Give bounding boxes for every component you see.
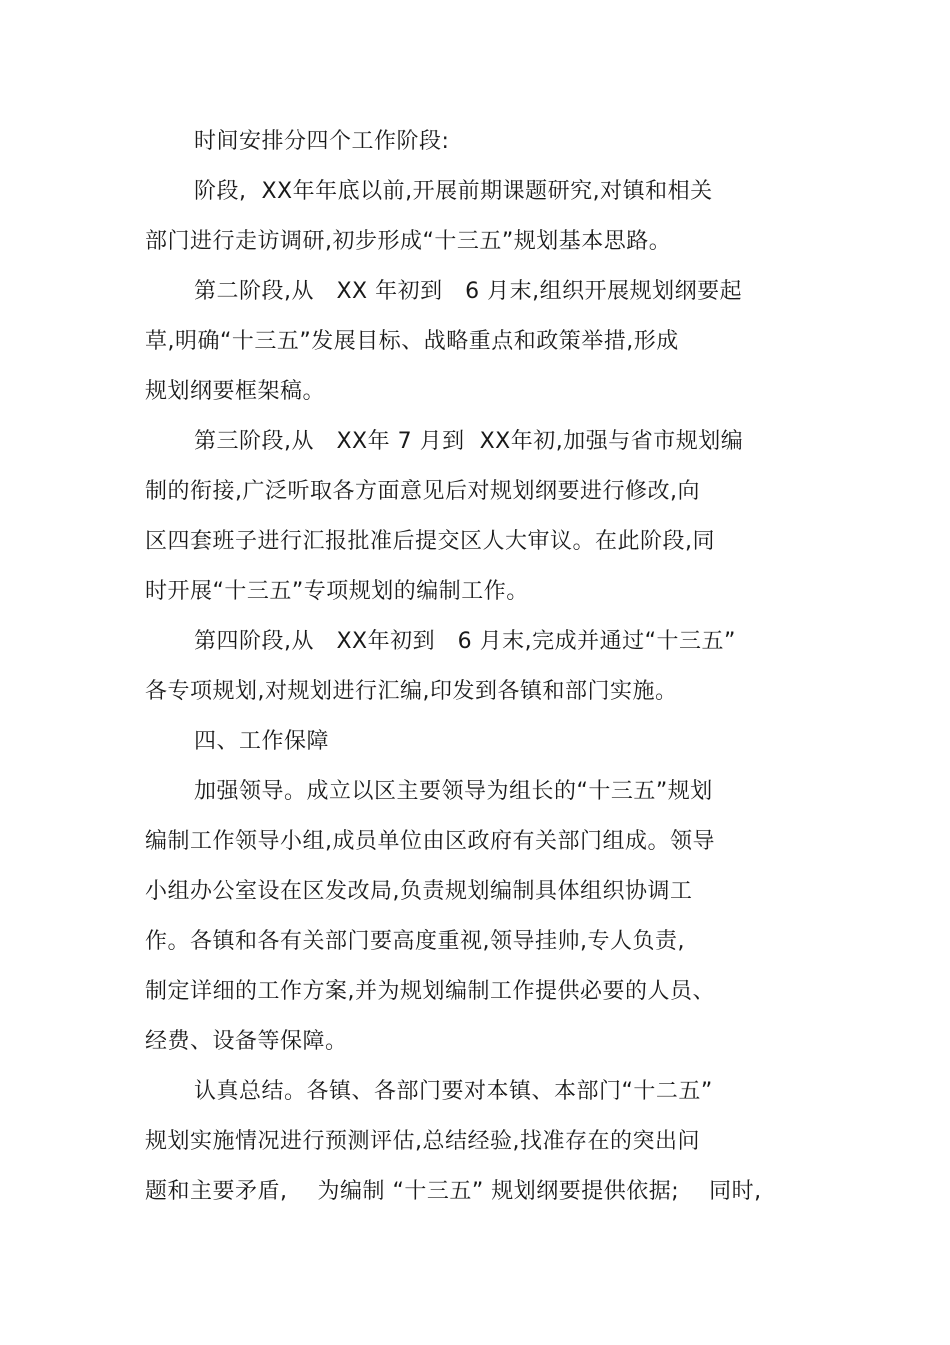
text-line-3: 部门进行走访调研,初步形成“十三五”规划基本思路。 xyxy=(145,229,672,254)
text-line-19: 经费、设备等保障。 xyxy=(145,1029,348,1054)
text-line-20: 认真总结。各镇、各部门要对本镇、本部门“十二五” xyxy=(194,1079,713,1104)
text-line-21: 规划实施情况进行预测评估,总结经验,找准存在的突出问 xyxy=(145,1129,700,1154)
text-line-17: 作。各镇和各有关部门要高度重视,领导挂帅,专人负责, xyxy=(145,929,685,954)
text-line-16: 小组办公室设在区发改局,负责规划编制具体组织协调工 xyxy=(145,879,693,904)
section-heading: 四、工作保障 xyxy=(194,729,330,754)
text-line-15: 编制工作领导小组,成员单位由区政府有关部门组成。领导 xyxy=(145,829,715,854)
text-line-7: 第三阶段,从 XX年 7 月到 XX年初,加强与省市规划编 xyxy=(194,429,744,454)
text-line-22: 题和主要矛盾, 为编制 “十三五” 规划纲要提供依据; 同时, xyxy=(145,1179,762,1204)
text-line-8: 制的衔接,广泛听取各方面意见后对规划纲要进行修改,向 xyxy=(145,479,700,504)
text-line-1: 时间安排分四个工作阶段: xyxy=(194,129,450,154)
text-line-12: 各专项规划,对规划进行汇编,印发到各镇和部门实施。 xyxy=(145,679,678,704)
text-line-11: 第四阶段,从 XX年初到 6 月末,完成并通过“十三五” xyxy=(194,629,736,654)
text-line-4: 第二阶段,从 XX 年初到 6 月末,组织开展规划纲要起 xyxy=(194,279,743,304)
text-line-10: 时开展“十三五”专项规划的编制工作。 xyxy=(145,579,529,604)
text-line-14: 加强领导。成立以区主要领导为组长的“十三五”规划 xyxy=(194,779,713,804)
text-line-18: 制定详细的工作方案,并为规划编制工作提供必要的人员、 xyxy=(145,979,715,1004)
text-line-6: 规划纲要框架稿。 xyxy=(145,379,326,404)
text-line-5: 草,明确“十三五”发展目标、战略重点和政策举措,形成 xyxy=(145,329,679,354)
text-line-2: 阶段, XX年年底以前,开展前期课题研究,对镇和相关 xyxy=(194,179,713,204)
text-line-9: 区四套班子进行汇报批准后提交区人大审议。在此阶段,同 xyxy=(145,529,715,554)
